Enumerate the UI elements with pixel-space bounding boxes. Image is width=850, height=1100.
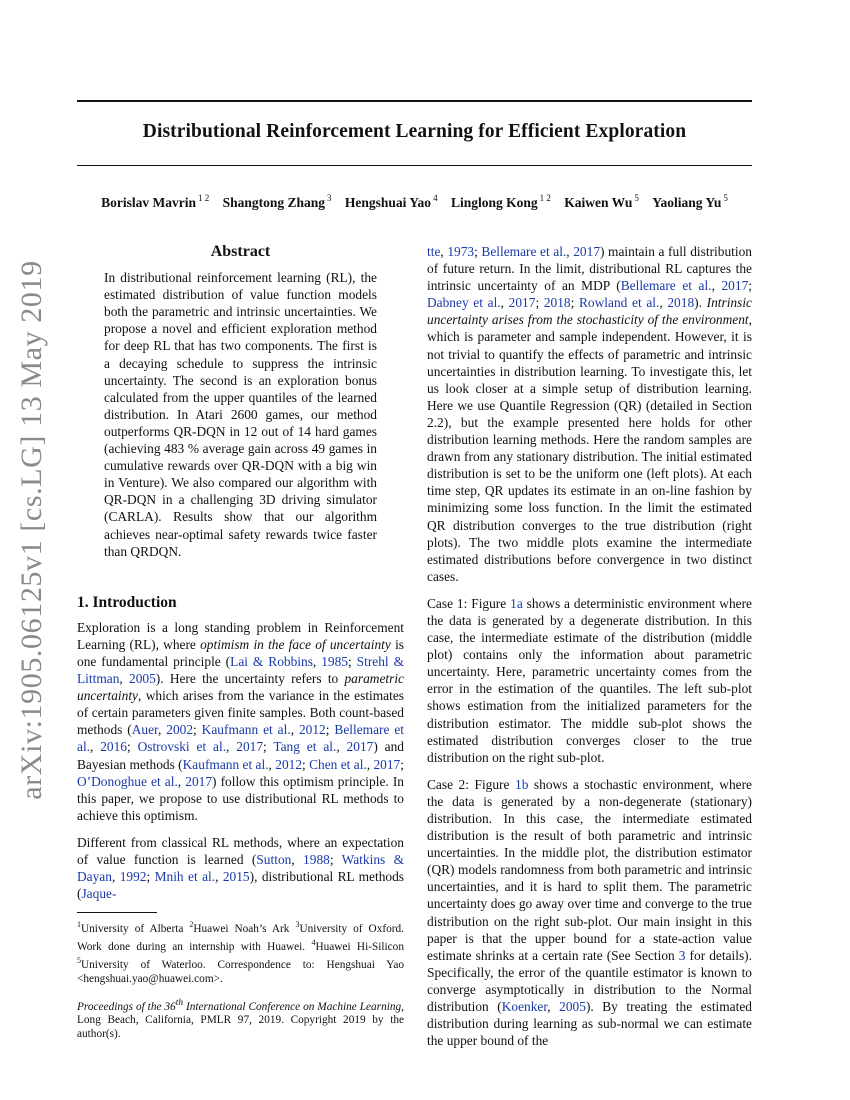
- text-span: shows a deterministic environment where the data is generated by a degenerate distribution. In this case, the intermediate estimate of the distribution (middle plot) contains only the information about parametric uncertainty. Here, parametric uncertainty comes from the error in the estimation of the quantiles. The left sub-plot shows estimation from the initialized parameters for the distribution estimator. The middle sub-plot shows the estimated distribution converges closer to the true distribution on the right sub-plot.: [427, 595, 753, 765]
- citation-link[interactable]: Tang et al.: [273, 739, 337, 755]
- author-affiliation: 1 2: [197, 193, 210, 203]
- citation-link[interactable]: Jaque-: [81, 886, 117, 902]
- author: [345, 195, 438, 210]
- text-span: University of Alberta: [81, 923, 190, 936]
- text-span: ;: [748, 278, 752, 294]
- text-span: , which is parameter and sample independent. However, it is not trivial to quantify the effects of parametric and intrinsic uncertainties in distribution learning. To investigate this, let us look closer at a simple setup of distribution learning. Here we use Quantile Regression (QR) (detailed in Section 2.2), but the example presented here holds for other distribution learning methods. Here the random samples are drawn from any stationary distribution. The initial estimated distribution is set to be the uniform one (left plots). At each time step, QR updates its estimate in an on-line fashion by minimizing some loss function. In the limit the estimated QR distribution converges to the true distribution (right plots). The two middle plots examine the intermediate estimated distributions before convergence in two distinct cases.: [427, 312, 752, 584]
- footnote-mark: 1: [77, 920, 81, 930]
- citation-link[interactable]: 2017: [573, 244, 601, 259]
- figure-reference-link[interactable]: 1a: [510, 595, 523, 611]
- citation-link[interactable]: Strehl & Littman: [77, 653, 405, 687]
- text-span: ,: [500, 295, 509, 311]
- intro-paragraph: [77, 834, 404, 902]
- affiliation-footnote: [77, 918, 404, 985]
- text-span: ). Here the uncertainty refers to: [155, 671, 345, 687]
- text-span: University of Oxford. Work done during an internship with Huawei.: [77, 923, 405, 953]
- footnote-mark: 2: [189, 920, 194, 930]
- citation-link[interactable]: 2012: [298, 722, 326, 738]
- text-span: Case 2: Figure: [427, 776, 515, 792]
- text-span: ,: [268, 756, 276, 772]
- citation-link[interactable]: Bellemare et al.: [481, 244, 567, 259]
- citation-link[interactable]: Kaufmann et al.: [201, 722, 291, 738]
- abstract-heading: Abstract: [210, 243, 271, 260]
- citation-link[interactable]: Ostrovski et al.: [137, 739, 227, 755]
- text-span: ;: [193, 722, 202, 738]
- text-span: ,: [215, 869, 223, 885]
- citation-link[interactable]: tte: [427, 244, 441, 259]
- emphasis-text: International Conference on Machine Learning: [183, 1000, 402, 1013]
- citation-link[interactable]: 1985: [321, 653, 348, 669]
- text-span: shows a stochastic environment, where the data is generated by a non-degenerate (stationary) distribution. In this case, the intermediate estimated distribution is the result of both parametric and intrinsic uncertainties. In the middle plot, the distribution estimator (QR) models randomness from both parametric and intrinsic uncertainties, and it is hard to split them. The parametric uncertainty does go away over time and converge to the true distribution on the right sub-plot. Our main insight in this paper is that the upper bound for a state-action value estimate shrinks at a certain rate (See Section: [427, 776, 752, 963]
- section-heading-introduction: 1. Introduction: [77, 593, 177, 611]
- text-span: ) follow this optimism principle. In this paper, we propose to use distributional RL methods to achieve this optimism.: [77, 773, 404, 823]
- arxiv-watermark-text: arXiv:1905.06125v1 [cs.LG] 13 May 2019: [15, 260, 48, 800]
- text-span: ,: [111, 869, 120, 885]
- author: [451, 195, 551, 210]
- text-span: Exploration is a long standing problem in Reinforcement Learning (RL), where: [77, 619, 404, 652]
- body-paragraph: [427, 776, 752, 1050]
- text-span: ). By treating the estimated distribution during learning as sub-normal we can estimate the upper bound of the: [427, 999, 752, 1049]
- citation-link[interactable]: Lai & Robbins: [230, 653, 313, 669]
- author-name: Linglong Kong: [450, 194, 538, 210]
- text-span: ,: [290, 722, 299, 738]
- title-bottom-rule: [77, 165, 752, 166]
- citation-link[interactable]: 2002: [166, 722, 194, 738]
- author: [564, 195, 639, 210]
- citation-link[interactable]: 2017: [346, 739, 374, 755]
- footnote-mark: 3: [295, 920, 300, 930]
- footnote-mark: 4: [311, 938, 316, 948]
- author-affiliation: 4: [433, 193, 438, 203]
- text-span: ) and Bayesian methods (: [77, 739, 404, 772]
- body-paragraph: [427, 595, 752, 766]
- citation-link[interactable]: 2016: [100, 739, 127, 755]
- text-span: ;: [570, 295, 579, 311]
- arxiv-watermark: [12, 260, 52, 800]
- text-span: ;: [263, 739, 274, 755]
- text-span: ;: [302, 756, 310, 772]
- left-column: [77, 243, 404, 1041]
- footnote-rule: [77, 912, 157, 913]
- citation-link[interactable]: Watkins & Dayan: [77, 852, 404, 885]
- emphasis-text: Proceedings of the 36: [77, 1000, 176, 1013]
- author-name: Kaiwen Wu: [564, 194, 633, 210]
- author-name: Yaoliang Yu: [652, 194, 722, 210]
- author-affiliation: 3: [327, 193, 332, 203]
- text-span: Case 1: Figure: [427, 595, 511, 611]
- footnote-mark: 5: [77, 955, 81, 965]
- text-span: is one fundamental principle (: [77, 636, 405, 669]
- title-top-rule: [77, 100, 752, 102]
- figure-reference-link[interactable]: 1b: [515, 776, 529, 792]
- text-span: ;: [535, 295, 544, 311]
- text-span: ).: [694, 295, 707, 311]
- text-span: ;: [146, 869, 155, 885]
- text-span: ,: [157, 722, 167, 738]
- emphasis-text: parametric uncertainty: [77, 671, 404, 704]
- citation-link[interactable]: Sutton: [256, 852, 292, 867]
- citation-link[interactable]: 2017: [236, 739, 264, 755]
- text-span: Huawei Hi-Silicon: [315, 940, 404, 953]
- citation-link[interactable]: 2005: [559, 999, 586, 1015]
- citation-link[interactable]: 1973: [447, 244, 475, 259]
- text-span: ,: [177, 773, 186, 789]
- citation-link[interactable]: Chen et al.: [309, 756, 367, 772]
- section-reference-link[interactable]: 3: [678, 947, 686, 963]
- citation-link[interactable]: Mnih et al.: [154, 869, 216, 885]
- citation-link[interactable]: O’Donoghue et al.: [77, 773, 178, 789]
- citation-link[interactable]: Bellemare et al.: [77, 722, 404, 755]
- author-affiliation: 5: [634, 193, 639, 203]
- text-span: ,: [312, 653, 322, 669]
- citation-link[interactable]: 2015: [222, 869, 250, 885]
- right-column: [427, 243, 752, 1059]
- citation-link[interactable]: 2017: [373, 756, 401, 772]
- text-span: ,: [659, 295, 668, 311]
- author: [652, 195, 728, 210]
- author-name: Hengshuai Yao: [344, 194, 432, 210]
- text-span: ,: [226, 739, 237, 755]
- text-span: ;: [474, 244, 482, 259]
- text-span: ,: [547, 999, 560, 1015]
- text-span: for details). Specifically, the error of the quantile estimator is known to converge asymptotically in distribution to the Normal distribution (: [427, 947, 752, 1015]
- citation-link[interactable]: 2017: [721, 278, 749, 294]
- text-span: ,: [90, 739, 101, 755]
- author: [101, 195, 209, 210]
- text-span: ,: [336, 739, 347, 755]
- emphasis-text: optimism in the face of uncertainty: [200, 636, 391, 652]
- body-paragraph: [427, 243, 752, 585]
- author-name: Borislav Mavrin: [101, 194, 196, 210]
- citation-link[interactable]: 2018: [543, 295, 571, 311]
- citation-link[interactable]: 2018: [667, 295, 695, 311]
- text-span: Huawei Noah’s Ark: [193, 923, 296, 936]
- citation-link[interactable]: Dabney et al.: [427, 295, 501, 311]
- paper-title: Distributional Reinforcement Learning for Efficient Exploration: [142, 121, 687, 142]
- text-span: ,: [366, 756, 374, 772]
- citation-link[interactable]: 2012: [275, 756, 303, 772]
- author-name: Shangtong Zhang: [222, 194, 326, 210]
- citation-link[interactable]: Kaufmann et al.: [182, 756, 269, 772]
- citation-link[interactable]: Rowland et al.: [579, 295, 660, 311]
- citation-link[interactable]: 1992: [119, 869, 147, 885]
- citation-link[interactable]: Koenker: [501, 999, 548, 1015]
- text-span: ), distributional RL methods (: [77, 869, 405, 902]
- citation-link[interactable]: Auer: [131, 722, 158, 738]
- text-span: ;: [348, 653, 357, 669]
- text-span: , Long Beach, California, PMLR 97, 2019. Copyright 2019 by the author(s).: [77, 1000, 404, 1041]
- text-span: ;: [325, 722, 335, 738]
- text-span: ;: [329, 852, 342, 867]
- author: [223, 195, 332, 210]
- text-span: , which arises from the variance in the estimates of certain parameters given finite samples. Both count-based methods (: [77, 688, 404, 738]
- emphasis-text: Intrinsic uncertainty arises from the stochasticity of the environment: [427, 295, 752, 328]
- citation-link[interactable]: 2005: [129, 671, 156, 687]
- text-span: ) maintain a full distribution of future return. In the limit, distributional RL captures the intrinsic uncertainty of an MDP (: [427, 244, 752, 294]
- text-span: ,: [291, 852, 304, 867]
- author-affiliation: 1 2: [539, 193, 551, 203]
- emphasis-text: th: [175, 997, 184, 1008]
- citation-link[interactable]: Bellemare et al.: [620, 278, 712, 294]
- citation-link[interactable]: 2017: [508, 295, 536, 311]
- citation-link[interactable]: 2017: [185, 773, 213, 789]
- proceedings-note: [77, 996, 404, 1042]
- abstract-text: In distributional reinforcement learning (RL), the estimated distribution of value function models both the parametric and intrinsic uncertainties. We propose a novel and efficient exploration method for deep RL that has two components. The first is a decaying schedule to suppress the intrinsic uncertainty. The second is an exploration bonus calculated from the upper quantiles of the learned distribution. In Atari 2600 games, our method outperforms QR-DQN in 12 out of 14 hard games (achieving 483 % average gain across 49 games in cumulative rewards over QR-DQN with a big win in Venture). We also compared our algorithm with QR-DQN in a challenging 3D driving simulator (CARLA). Results show that our algorithm achieves near-optimal safety rewards twice faster than QRDQN.: [104, 270, 377, 559]
- text-span: ,: [119, 671, 129, 687]
- citation-link[interactable]: 1988: [303, 852, 330, 867]
- text-span: ;: [400, 756, 404, 772]
- text-span: ,: [711, 278, 722, 294]
- text-span: Different from classical RL methods, where an expectation of value function is learned (: [77, 834, 404, 867]
- author-list: [77, 193, 752, 211]
- text-span: ;: [127, 739, 138, 755]
- author-affiliation: 5: [723, 193, 728, 203]
- text-span: ,: [440, 244, 448, 259]
- text-span: ,: [566, 244, 574, 259]
- intro-paragraph: [77, 619, 404, 824]
- text-span: University of Waterloo. Correspondence to: Hengshuai Yao <hengshuai.yao@huawei.com>.: [77, 958, 404, 985]
